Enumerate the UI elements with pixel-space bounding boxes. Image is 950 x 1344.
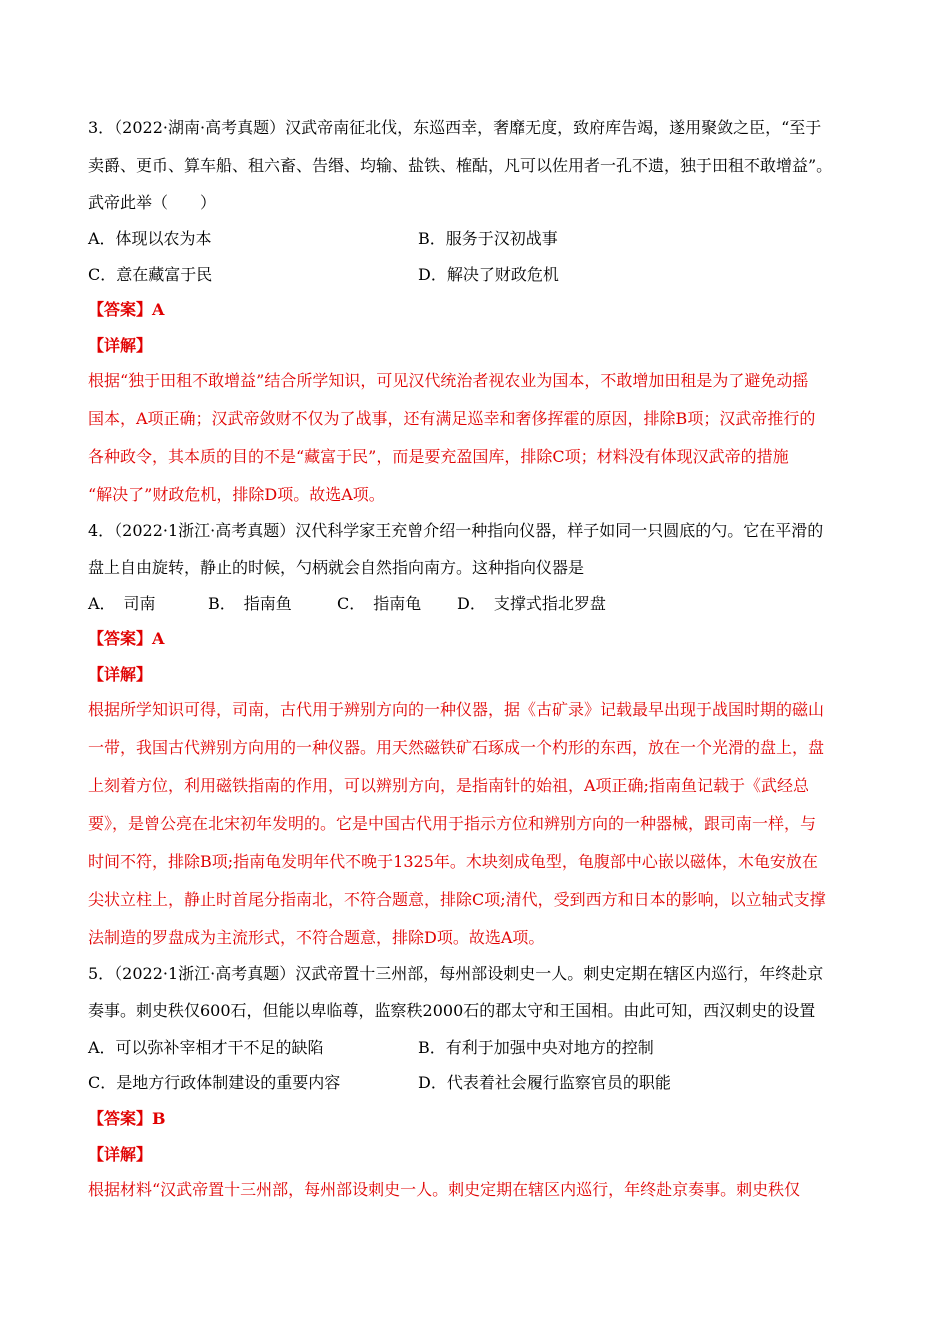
q3-detail-line-4: “解决了”财政危机，排除D项。故选A项。 — [88, 485, 385, 504]
q3-detail-line-2: 国本，A项正确；汉武帝敛财不仅为了战事，还有满足巡幸和奢侈挥霍的原因，排除B项；汉武帝推行的 — [88, 409, 816, 428]
q4-stem-line-2: 盘上自由旋转，静止的时候，勺柄就会自然指向南方。这种指向仪器是 — [88, 558, 585, 577]
q3-stem-line-1: 3．（2022·湖南·高考真题）汉武帝南征北伐，东巡西幸，奢靡无度，致府库告竭，遂用聚敛之臣，“至于 — [88, 118, 822, 137]
q5-detail-label: 【详解】 — [88, 1145, 153, 1164]
q3-detail-label: 【详解】 — [88, 336, 153, 355]
q3-detail-line-3: 各种政令，其本质的目的不是“藏富于民”，而是要充盈国库，排除C项；材料没有体现汉武帝的措施 — [88, 447, 789, 466]
q5-option-d: D．代表着社会履行监察官员的职能 — [418, 1073, 671, 1092]
q3-option-d: D．解决了财政危机 — [418, 265, 559, 284]
q4-detail-line-6: 尖状立柱上，静止时首尾分指南北，不符合题意，排除C项;清代，受到西方和日本的影响，以立轴式支撑 — [88, 890, 826, 909]
q4-detail-line-5: 时间不符，排除B项;指南龟发明年代不晚于1325年。木块刻成龟型，龟腹部中心嵌以磁体，木龟安放在 — [88, 852, 818, 871]
q4-detail-label: 【详解】 — [88, 665, 153, 684]
q3-stem-line-3: 武帝此举（ ） — [88, 193, 217, 212]
q3-stem-line-2: 卖爵、更币、算车船、租六畜、告缗、均输、盐铁、榷酤，凡可以佐用者一孔不遗，独于田租不敢增益”。 — [88, 156, 833, 175]
q3-option-a: A．体现以农为本 — [88, 229, 212, 248]
q4-option-b: B． 指南鱼 — [208, 594, 292, 613]
q3-option-c: C．意在藏富于民 — [88, 265, 213, 284]
q4-detail-line-4: 要》，是曾公亮在北宋初年发明的。它是中国古代用于指示方位和辨别方向的一种器械，跟司南一样，与 — [88, 814, 817, 833]
q5-stem-line-1: 5．（2022·1浙江·高考真题）汉武帝置十三州部，每州部设刺史一人。刺史定期在辖区内巡行，年终赴京 — [88, 964, 824, 983]
q5-stem-line-2: 奏事。刺史秩仅600石，但能以卑临尊，监察秩2000石的郡太守和王国相。由此可知，西汉刺史的设置 — [88, 1001, 816, 1020]
q3-answer: 【答案】A — [88, 300, 165, 319]
q4-option-a: A． 司南 — [88, 594, 156, 613]
q3-option-b: B．服务于汉初战事 — [418, 229, 558, 248]
q4-answer: 【答案】A — [88, 629, 165, 648]
q3-detail-line-1: 根据“独于田租不敢增益”结合所学知识，可见汉代统治者视农业为国本，不敢增加田租是为了避免动摇 — [88, 371, 809, 390]
q4-stem-line-1: 4．（2022·1浙江·高考真题）汉代科学家王充曾介绍一种指向仪器，样子如同一只圆底的勺。它在平滑的 — [88, 521, 824, 540]
q4-detail-line-2: 一带，我国古代辨别方向用的一种仪器。用天然磁铁矿石琢成一个杓形的东西，放在一个光滑的盘上，盘 — [88, 738, 825, 757]
q4-detail-line-7: 法制造的罗盘成为主流形式，不符合题意，排除D项。故选A项。 — [88, 928, 545, 947]
q5-detail-line-1: 根据材料“汉武帝置十三州部，每州部设刺史一人。刺史定期在辖区内巡行，年终赴京奏事。刺史秩仅 — [88, 1180, 801, 1199]
q5-option-b: B．有利于加强中央对地方的控制 — [418, 1038, 654, 1057]
q5-option-c: C．是地方行政体制建设的重要内容 — [88, 1073, 341, 1092]
q5-answer: 【答案】B — [88, 1109, 166, 1128]
q4-detail-line-1: 根据所学知识可得，司南，古代用于辨别方向的一种仪器，据《古矿录》记载最早出现于战国时期的磁山 — [88, 700, 825, 719]
q5-option-a: A．可以弥补宰相才干不足的缺陷 — [88, 1038, 324, 1057]
q4-detail-line-3: 上刻着方位，利用磁铁指南的作用，可以辨别方向，是指南针的始祖，A项正确;指南鱼记载于《武经总 — [88, 776, 809, 795]
q4-option-c: C． 指南龟 — [337, 594, 422, 613]
q4-option-d: D． 支撑式指北罗盘 — [457, 594, 606, 613]
